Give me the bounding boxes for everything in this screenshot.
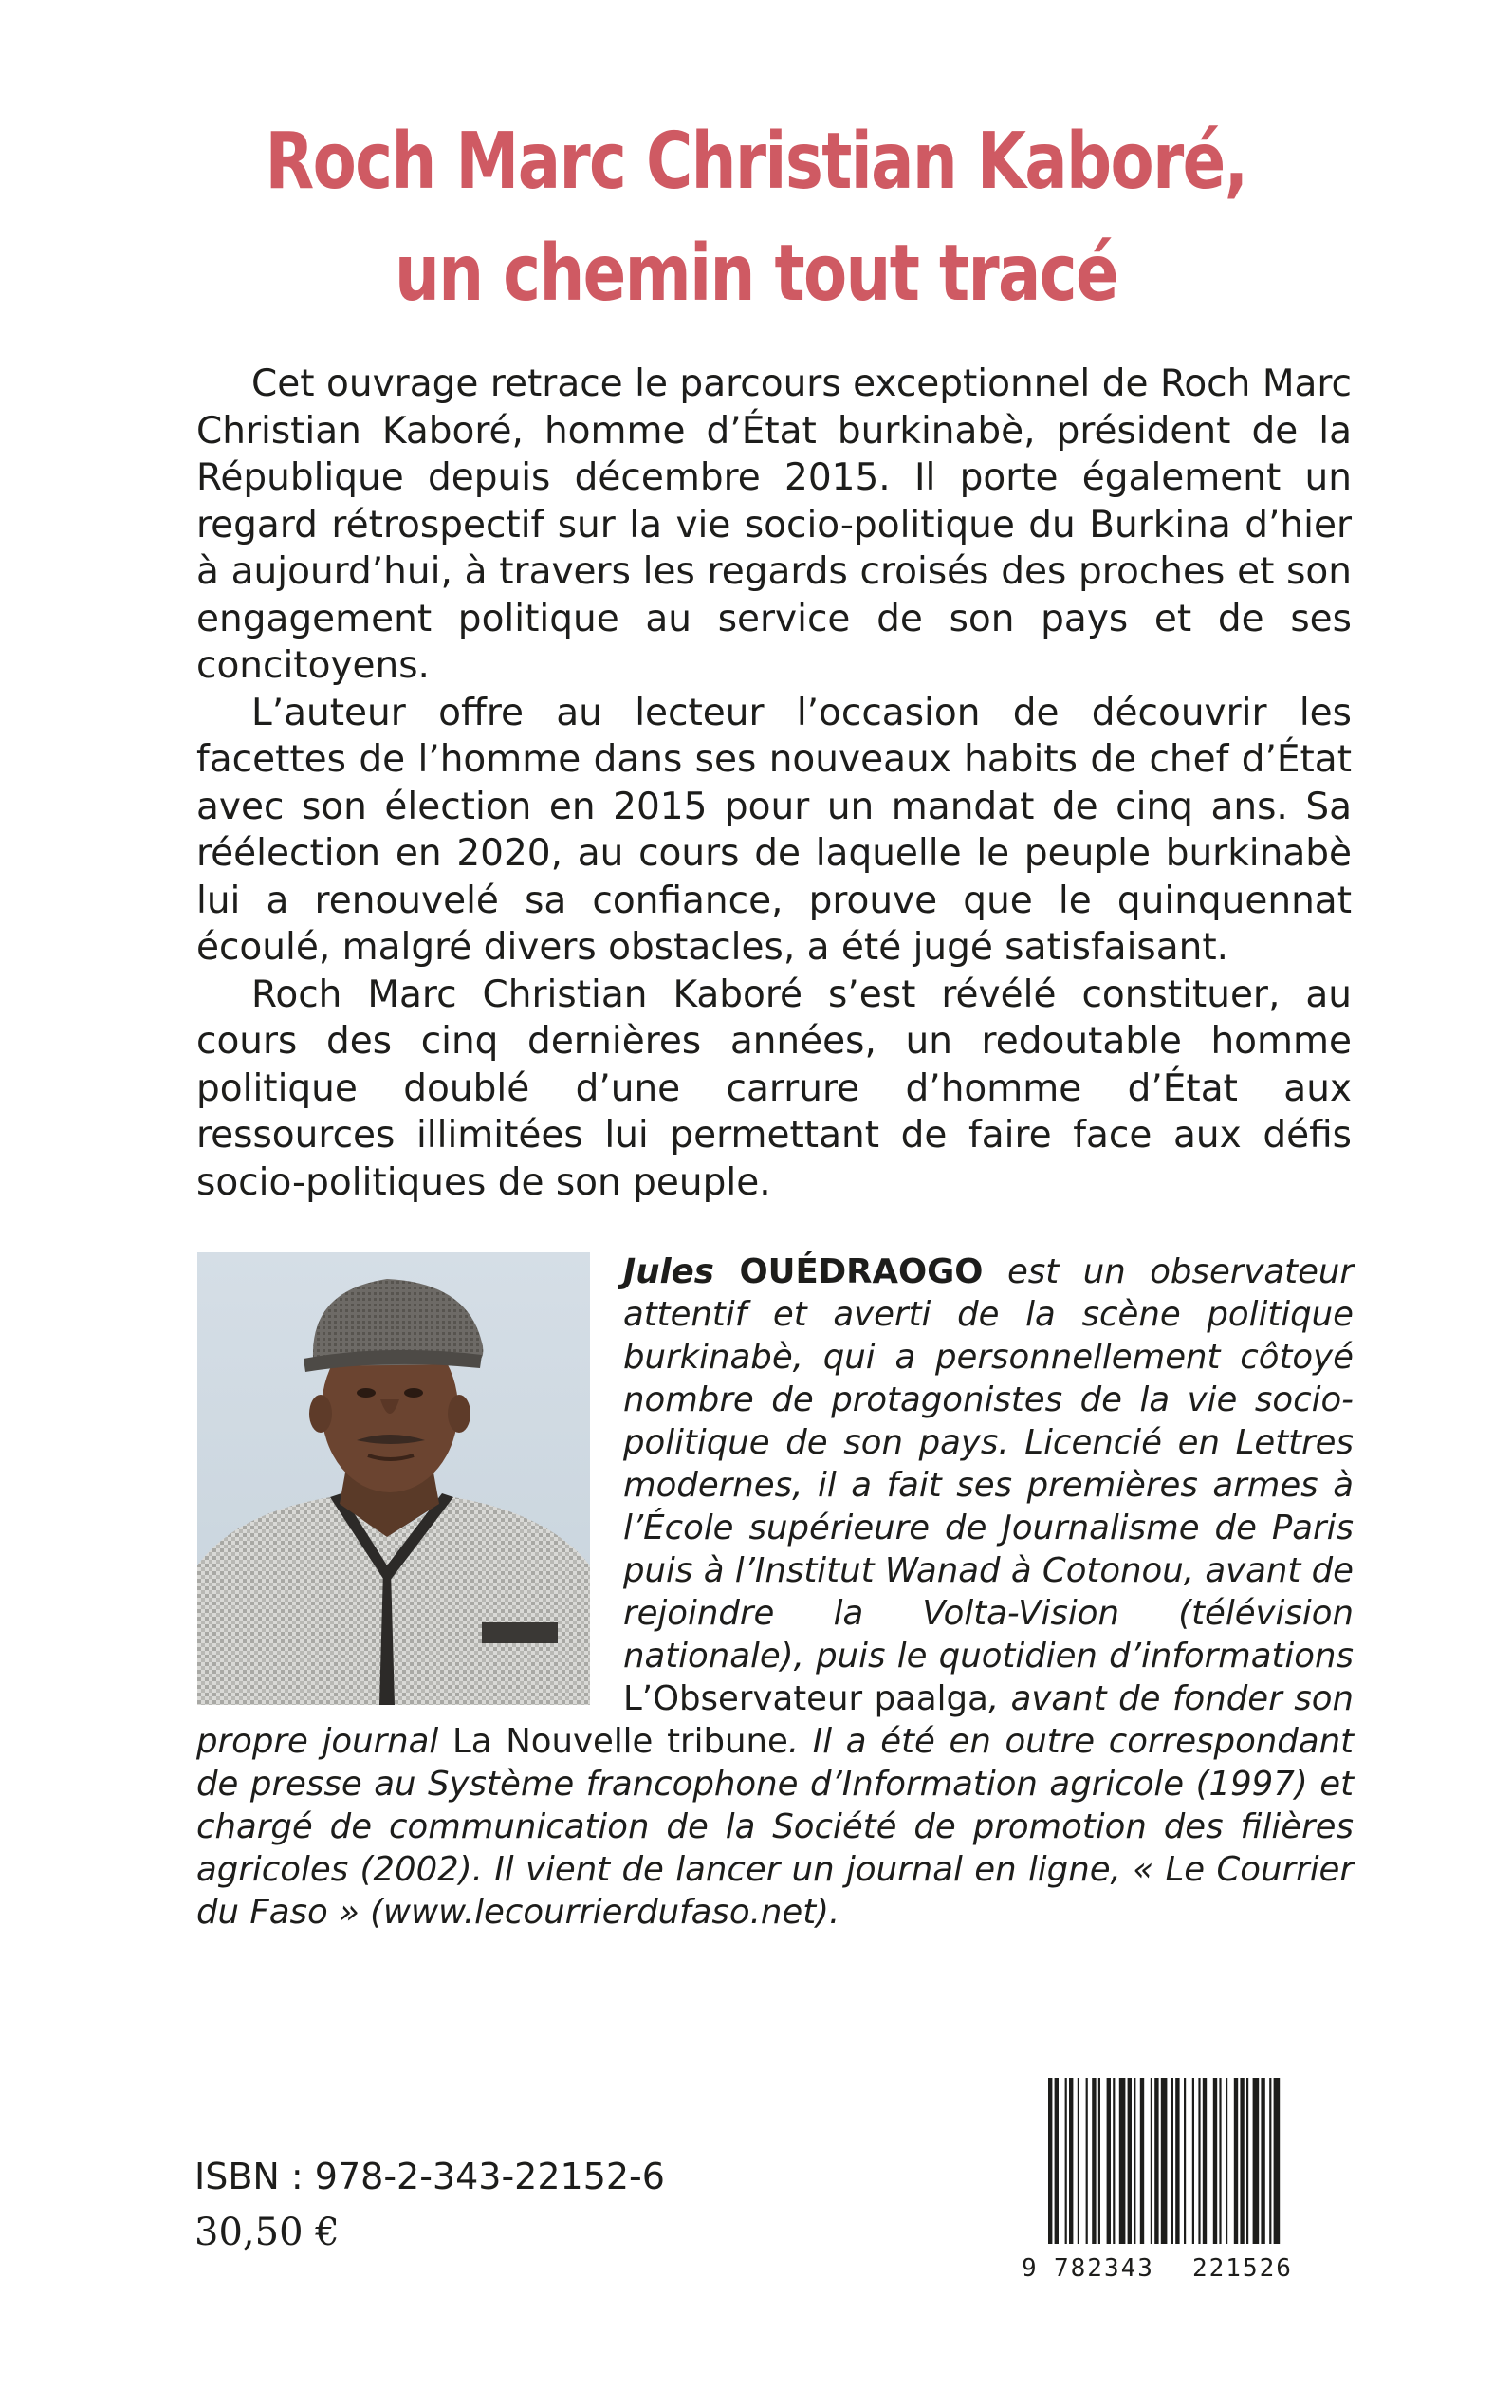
author-first-name: Jules — [623, 1252, 740, 1291]
barcode-bar — [1198, 2078, 1200, 2244]
barcode-bar — [1171, 2078, 1173, 2244]
newspaper-name-2: La Nouvelle tribune — [452, 1722, 788, 1761]
summary-paragraph-1: Cet ouvrage retrace le parcours exceptionnel de Roch Marc Christian Kaboré, homme d’État burkinabè, président de la République depuis décembre 2015. Il porte également un regard rétrospectif sur la vie socio-politique du Burkina d’hier à aujourd’hui, à travers les regards croisés des proches et son engagement politique au service de son pays et de ses concitoyens. — [196, 362, 1352, 687]
barcode-bars — [1048, 2078, 1280, 2272]
barcode-bar — [1055, 2078, 1059, 2272]
title-line-2: un chemin tout tracé — [395, 229, 1117, 319]
barcode-bar — [1151, 2078, 1152, 2244]
barcode-bar — [1119, 2078, 1126, 2244]
barcode-bar — [1098, 2078, 1100, 2244]
book-title — [136, 106, 1375, 330]
newspaper-name-1: L’Observateur paalga — [623, 1679, 988, 1718]
book-summary — [196, 361, 1352, 1206]
barcode-digit-first: 9 — [1022, 2254, 1037, 2283]
barcode-bar — [1154, 2078, 1158, 2244]
bio-text-3: . Il a été en outre correspondant de presse au Système francophone d’Information agricole (1997) et chargé de communication de la Société de promotion des filières agricoles (2002). Il vient de lancer un journal en ligne, « Le Courrier du Faso » (www.lecourrierdufaso.net). — [196, 1722, 1355, 1932]
barcode-bar — [1161, 2078, 1168, 2272]
barcode-bar — [1213, 2078, 1217, 2244]
author-last-name: OUÉDRAOGO — [739, 1252, 984, 1291]
barcode-bar — [1192, 2078, 1194, 2244]
barcode-bar — [1219, 2078, 1221, 2244]
barcode-bar — [1065, 2078, 1067, 2244]
barcode-bar — [1107, 2078, 1111, 2244]
barcode-bar — [1261, 2078, 1264, 2244]
price: 30,50 € — [194, 2211, 340, 2254]
barcode-bar — [1234, 2078, 1238, 2244]
barcode-bar — [1274, 2078, 1281, 2272]
summary-paragraph-3: Roch Marc Christian Kaboré s’est révélé constituer, au cours des cinq dernières années, un redoutable homme politique doublé d’une carrure d’homme d’État aux ressources illimitées lui permettant de faire face aux défis socio-politiques de son peuple. — [196, 972, 1352, 1204]
barcode — [1020, 2073, 1361, 2301]
barcode-bar — [1175, 2078, 1179, 2244]
barcode-digits-group-1: 782343 — [1054, 2254, 1154, 2283]
barcode-bar — [1246, 2078, 1248, 2244]
isbn: ISBN : 978-2-343-22152-6 — [194, 2156, 665, 2197]
author-biography — [196, 1250, 1354, 1934]
barcode-bar — [1203, 2078, 1207, 2244]
bio-text-2: , avant de fonder son propre journal — [196, 1679, 1354, 1761]
barcode-bar — [1086, 2078, 1088, 2244]
barcode-bar — [1069, 2078, 1073, 2244]
barcode-bar — [1092, 2078, 1096, 2244]
barcode-bar — [1253, 2078, 1260, 2244]
barcode-bar — [1140, 2078, 1144, 2244]
bio-text-1: est un observateur attentif et averti de la scène politique burkinabè, qui a personnellement côtoyé nombre de protagonistes de la vie socio-politique de son pays. Licencié en Lettres modernes, il a fait ses premières armes à l’École supérieure de Journalisme de Paris puis à l’Institut Wanad à Cotonou, avant de rejoindre la Volta-Vision (télévision nationale), puis le quotidien d’informations — [623, 1252, 1355, 1676]
barcode-bar — [1078, 2078, 1079, 2244]
photo-spacer — [196, 1250, 623, 1706]
summary-paragraph-2: L’auteur offre au lecteur l’occasion de découvrir les facettes de l’homme dans ses nouveaux habits de chef d’État avec son élection en 2015 pour un mandat de cinq ans. Sa réélection en 2020, au cours de laquelle le peuple burkinabè lui a renouvelé sa confiance, prouve que le quinquennat écoulé, malgré divers obstacles, a été jugé satisfaisant. — [196, 691, 1352, 969]
barcode-digits-group-2: 221526 — [1192, 2254, 1293, 2283]
barcode-bar — [1113, 2078, 1115, 2244]
title-line-1: Roch Marc Christian Kaboré, — [265, 117, 1247, 207]
barcode-bar — [1134, 2078, 1135, 2244]
barcode-bar — [1226, 2078, 1227, 2244]
barcode-bar — [1240, 2078, 1244, 2244]
barcode-bar — [1128, 2078, 1132, 2244]
barcode-bar — [1184, 2078, 1186, 2244]
barcode-bar — [1269, 2078, 1271, 2244]
barcode-bar — [1048, 2078, 1052, 2272]
